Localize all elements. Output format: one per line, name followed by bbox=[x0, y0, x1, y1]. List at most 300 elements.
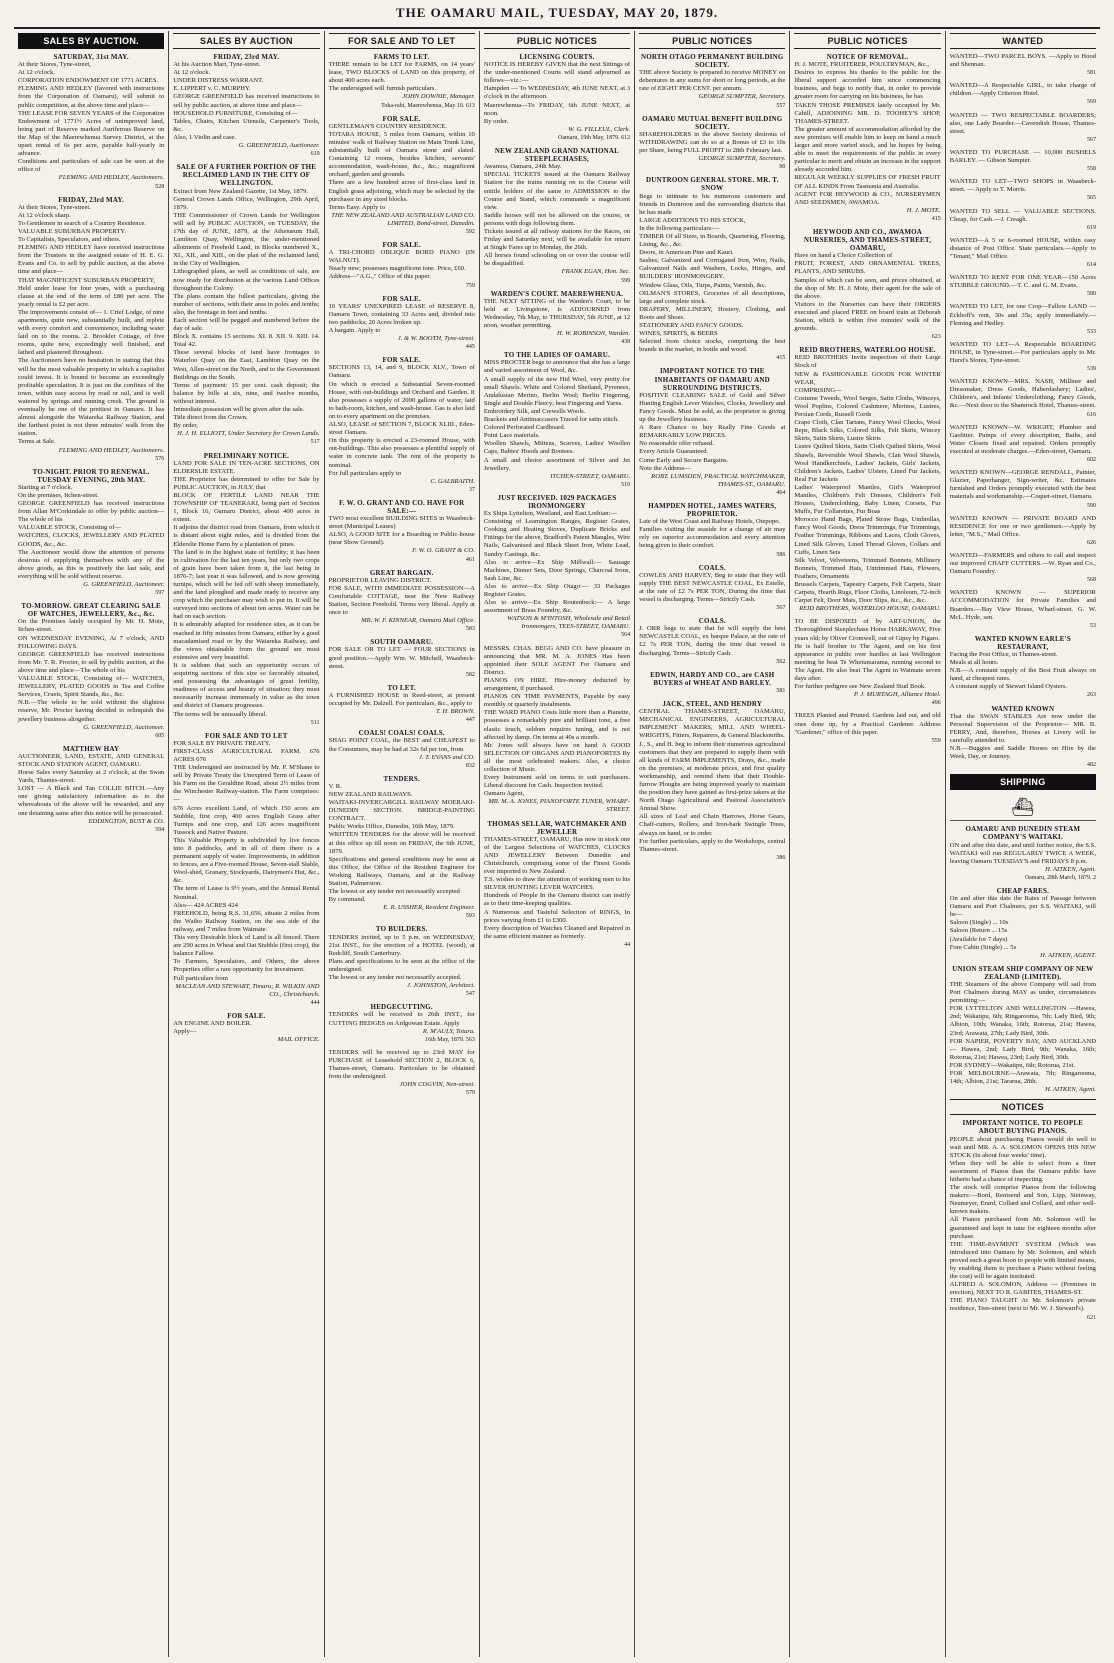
column-1 bbox=[14, 31, 168, 1657]
ad-body: SHAREHOLDERS in the above Society desirous of WITHDRAWING can do so at a Bonus of £3 to 10s per Share, being FULL PROFIT to 28th February last. bbox=[639, 130, 788, 155]
ad-reference: 37 bbox=[468, 486, 475, 493]
ad-body: COWLES AND HARVEY, Beg to state that they will supply THE BEST NEWCASTLE COAL, Ex Estelle, at the rate of £2 7s PER TON, During the time that vessel is discharging. Terms—Strictly Cash. bbox=[639, 571, 788, 603]
ad-body: TREES Planted and Pruned. Gardens laid out, and old ones done up, by a Practical Gardener. Address "Gardener," office of this paper. bbox=[794, 712, 943, 736]
advertisement bbox=[484, 290, 630, 347]
ad-body: MISS PROCTER begs to announce that she has a large and varied assortment of Wool, &c. A small supply of the new Hid Wool, very pretty for small Shawls. White and Colored Shetland, Pyrenees, Andalusian Merino, Berlin Wool; Berlin Fingering, Single and Double Fleecy; best Fingering and Yarns. Embroidery Silk, and Crewells Wools. Brackets and Antimaccasers Traced for satin stitch. Colored Perforated Cardboard. Point Lace materials. Woollen Shawls, Mittens, Scarves, Ladies' Woollen Caps, Babies' Hoods and Bootees. A small and choice assortment of Silver and Jet Jewellery. bbox=[483, 359, 631, 472]
ad-signature: G. GREENFIELD, Auctioneer. bbox=[83, 723, 165, 731]
ad-reference: 582 bbox=[465, 671, 475, 678]
ad-signature: THE NEW ZEALAND AND AUSTRALIAN LAND CO. LIMITED, Bond-street, Dunedin. bbox=[331, 211, 475, 227]
ad-heading: NEW ZEALAND GRAND NATIONAL STEEPLECHASES, bbox=[494, 147, 620, 164]
ad-body: H. J. MOTE, FRUITERER, POULTRYMAN, &c., Desires to express his thanks to the public for the liberal support accorded him since commencing business, and begs to notify that, in order to provide greater room for carrying on his business, he has TAKEN THOSE PREMISES lately occupied by Mr. Cahill, ADJOINING MR. D. TOOHEY'S SHOP, THAMES-STREET. The greater amount of accommodation afforded by the new premises will enable him to keep on hand a much larger and more varied stock, and he hopes by being able to meet the requirements of the public in every particular to merit and obtain an increase in the support already accorded him. REGULAR WEEKLY SUPPLIES OF FRESH FRUIT OF ALL KINDS From Tasmania and Australia. AGENT FOR HEYWOOD & CO., NURSERYMEN AND SEEDSMEN, AWAMOA. bbox=[794, 61, 941, 206]
ad-signature: MR. W. F. KINNEAR, Oamaru Mail Office. bbox=[361, 617, 475, 625]
ad-heading: WANTED KNOWN bbox=[991, 704, 1055, 713]
ad-reference: 496 bbox=[931, 700, 941, 707]
ad-body: REID BROTHERS Invite inspection of their Large Stock of NEW & FASHIONABLE GOODS FOR WINTER WEAR, COMPRISING— Costume Tweeds, Wool Serges, Satin Cloths, Winceys, Wool Poplins, Colored Cashmere, Merinos, Lustres, Persian Cords, Russell Cords Crape Cloth, Clan Tartans, Fancy Wool Checks, Wool Reps, Black Silks, Colored Silks, Felt Skirts, Wincey Skirts, Satin Skirts, Lustre Skirts Lustre Quilted Skirts, Satin Cloth Quilted Skirts, Wool Shawls, Reversible Wool Shawls, Clan Wool Shawls, Wool Handkerchiefs, Ladies' Jackets, Girls' Jackets, Children's Jackets, Ladies' Ulsters, Lined Fur Jackets, Real Fur Jackets Ladies' Waterproof Mantles, Girl's Waterproof Mantles, Children's Felt Dresses, Children's Felt Houses, Underclothing, Baby Linen, Corsets, Fur Muffs, Fur Collarettes, Fur Boas Morocco Hand Bags, Plated Straw Bags, Umbrellas, Fancy Wool Goods, Dress Trimmings, Fur Trimmings, Feather Trimmings, Ribbons and Laces, Cloth Gloves, Lined Silk Gloves, Lined Thread Gloves, Collars and Cuffs, Linen Sets Silk Velvet, Velveteens, Trimmed Bonnets, Millinery Bonnets, Trimmed Hats, Untrimmed Hats, Flowers, Feathers, Ornaments Brussels Carpets, Tapestry Carpets, Felt Carpets, Stair Carpets, Hearth Rugs, Floor Cloths, Linoleum, 72-inch Carpet Felt, Door Mats, Door Slips, &c., &c., &c. bbox=[794, 354, 941, 605]
ad-body: TENDERS will be received up to 23rd MAY for PURCHASE of Leasehold SECTION 2, BLOCK 6, Thames-street, Oamaru. Particulars to be obtained from the undersigned. bbox=[328, 1048, 477, 1081]
ad-reference: 581 bbox=[776, 687, 786, 694]
ad-body: Facing the Post Office, in Thames-street. Meals at all hours. N.B.—A constant supply of the Best Fruit always on hand, at cheapest rates. A constant supply of Stewart Island Oysters. bbox=[949, 651, 1096, 691]
advertisement bbox=[950, 303, 1096, 335]
ad-signature: H. J. MOTE. bbox=[906, 206, 941, 214]
ad-heading: SALE OF A FURTHER PORTION OF THE RECLAIMED LAND IN THE CITY OF WELLINGTON. bbox=[176, 163, 317, 188]
ad-body: That the SWAN STABLES Are now under the Personal Supervision of the Proprietor— MR. B. FERRY, And, therefore, Horses at Livery will be carefully attended to. N.B.—Buggies and Saddle Horses on Hire by the Week, Day, or Journey. bbox=[949, 712, 1096, 761]
advertisement bbox=[639, 563, 788, 613]
ad-list bbox=[950, 825, 1096, 1094]
ad-signature: H. J. H. ELLIOTT, Under Secretary for Crown Lands. bbox=[177, 430, 320, 438]
ad-signature: R. M'AULY, Totara. bbox=[422, 1027, 475, 1035]
advertisement bbox=[950, 274, 1096, 298]
ad-heading: SOUTH OAMARU. bbox=[370, 638, 434, 647]
ad-body: MESSRS. CHAS. BEGG AND CO. have pleasure in announcing that MR. M. A. JONES Has been appointed their SOLE AGENT For Oamaru and District. PIANOS ON HIRE. Hire-money deducted by arrangement, if purchased. PIANOS ON TIME PAYMENTS, Payable by easy monthly or quarterly instalments. THE WARD PIANO Costs little more than a Pianette, possesses a remarkably pure and brilliant tone, a free elastic touch, seldom requires tuning, and is not affected by damp. On terms at 40s a month. Mr. Jones will always have on hand A GOOD SELECTION OF ORGANS AND PIANOFORTES By all the most celebrated makers. Also, a choice collection of Music. Every Instrument sold on terms to suit purchasers. Liberal discount for Cash. Inspection invited. Oamaru Agent, bbox=[483, 644, 631, 798]
ad-heading: TO-MORROW. GREAT CLEARING SALE OF WATCHES, JEWELLERY, &c., &c. bbox=[21, 602, 161, 619]
ad-reference: 759 bbox=[465, 282, 475, 289]
ad-heading: TENDERS. bbox=[383, 774, 420, 783]
ad-body: Have on hand a Choice Collection of FRUIT, FOREST, AND ORNAMENTAL TREES, PLANTS, AND SHRUBS. Samples of which can be seen, and prices obtained, at the shop of Mr. H. J. Mote, their agent for the sale of the above. Visitors to the Nurseries can have their ORDERS executed and placed FREE on board train at Deborah Station, which is within five minutes' walk of the grounds. bbox=[794, 252, 941, 333]
ad-list bbox=[950, 53, 1096, 769]
ad-list bbox=[329, 53, 475, 1097]
advertisement bbox=[950, 825, 1096, 882]
advertisement bbox=[950, 378, 1096, 418]
ad-body: At his Auction Mart, Tyne-street. At 12 o'clock. UNDER DISTRESS WARRANT. E. LIPPERT v. C. MURPHY. GEORGE GREENFIELD has received instructions to sell by public auction, at above time and place— HOUSEHOLD FURNITURE, Consisting of— Tables, Chairs, Kitchen Utensils, Carpenter's Tools, &c. Also, 1 Violin and case. bbox=[173, 61, 320, 141]
ad-signature: J. T. EVANS and CO. bbox=[418, 753, 475, 761]
advertisement bbox=[18, 53, 164, 191]
advertisement bbox=[950, 237, 1096, 269]
advertisement bbox=[329, 1003, 475, 1043]
ad-reference: 616 bbox=[1086, 411, 1096, 418]
advertisement bbox=[173, 163, 319, 446]
advertisement bbox=[950, 705, 1096, 770]
section-header: SALES BY AUCTION. bbox=[18, 33, 164, 49]
ad-reference: 832 bbox=[465, 762, 475, 769]
ad-body: Late of the West Coast and Railway Hotels, Otepopo. Families visiting the seaside for a change of air may rely on superior accommodation and every attention being given to their comfort. bbox=[639, 518, 786, 550]
section-header: PUBLIC NOTICES bbox=[794, 33, 940, 49]
ad-body: At their Stores, Tyne-street. At 12 o'clock sharp. To Gentlemen in search of a Country Residence. VALUABLE SUBURBAN PROPERTY. To Capitalists, Speculators, and others. FLEMING AND HEDLEY have received instructions from the Trustees in the assigned estate of H. E. G. Evans and Co. to sell by public auction, at the above time and place— THAT MAGNIFICENT SUBURBAN PROPERTY, Held under lease for four years, with a purchasing clause at the end of the term of £80 per acre. The yearly rental is £2 per acre. The improvements consist of— 1. Crief Lodge, of nine apartments, quite new, substantially built, and replete with every comfort and convenience, including water laid on to the rooms. 2. Brooklet Cottage, of five rooms, quite new, exceedingly well finished, and lathed and plastered throughout. The Auctioneers have no hesitation in stating that this will be the most valuable property in which a capitalist could invest. It is bound to become an exceedingly profitable speculation. It is just on the confines of the town, within easy access by road or rail, and is well watered by springs and running creek. The ground is eventually be one of the prettiest in Oamaru. It has almost alongside the Waiareka Railway Station, and the farthest point is not three minutes' walk from the station. Terms at Sale. bbox=[18, 203, 165, 446]
ad-signature: JOHN COGVIN, Nen-street. bbox=[399, 1081, 475, 1089]
ad-reference: 528 bbox=[155, 183, 165, 190]
column-2 bbox=[168, 31, 323, 1657]
ad-body: 10 YEARS' UNEXPIRED LEASE of RESERVE 8, Oamaru Town, containing 33 Acres and, divided into two paddocks; 20 Acres broken up. A bargain. Apply to bbox=[328, 302, 475, 334]
column-6 bbox=[789, 31, 944, 1657]
ad-body: WANTED—A 5 or 6-roomed HOUSE, within easy distance of Post Office. State particulars.—Apply to "Tenant," Mail Office. bbox=[949, 236, 1098, 260]
section-header: SALES BY AUCTION bbox=[173, 33, 319, 49]
advertisement bbox=[950, 424, 1096, 464]
advertisement bbox=[329, 638, 475, 678]
ad-reference: 438 bbox=[621, 339, 631, 346]
ad-signature: H. AITKEN, Agent. bbox=[1045, 1086, 1096, 1094]
ad-heading: MATTHEW HAY bbox=[62, 744, 120, 753]
ad-signature: REID BROTHERS, WATERLOO HOUSE, OAMARU. bbox=[799, 605, 941, 613]
ad-reference: 445 bbox=[465, 344, 475, 351]
ad-list bbox=[950, 1119, 1096, 1321]
ad-heading: TO LET. bbox=[387, 683, 416, 692]
steamship-icon: ⛴ bbox=[950, 794, 1096, 821]
ad-signature: MACLEAN AND STEWART, Timaru; R. WILKIN AND CO., Christchurch. bbox=[175, 982, 320, 998]
ad-reference: 415 bbox=[776, 355, 786, 362]
ad-heading: HEDGECUTTING. bbox=[370, 1003, 433, 1012]
ad-body: WANTED KNOWN — PRIVATE BOARD AND RESIDENCE for one or two gentlemen.—Apply by letter, "M.S.," Mail Office. bbox=[949, 514, 1098, 538]
advertisement bbox=[329, 569, 475, 634]
ad-body: WANTED KNOWN — SUPERIOR ACCOMMODATION for Private Families and Boarders.—Bay View House, Wharf-street. G. W. McL. Hyde, sen. bbox=[949, 589, 1098, 621]
advertisement bbox=[173, 1012, 319, 1044]
ad-heading: FOR SALE. bbox=[382, 241, 421, 250]
ad-reference: 44 bbox=[624, 941, 631, 948]
notices-header: NOTICES bbox=[950, 1099, 1096, 1115]
ad-heading: DUNTROON GENERAL STORE. MR. T. SNOW bbox=[645, 176, 779, 193]
advertisement bbox=[329, 684, 475, 724]
advertisement bbox=[18, 602, 164, 740]
advertisement bbox=[484, 351, 630, 489]
ad-body: A TRI-CHORD OBLIQUE BORD PIANO (IN WALNUT). Nearly new; possesses magnificent tone. Price, £60. Address—"A.G.," Office of this paper. bbox=[328, 249, 475, 281]
column-7 bbox=[945, 31, 1100, 1657]
ad-reference: 581 bbox=[1086, 70, 1096, 77]
advertisement bbox=[794, 712, 943, 744]
ad-reference: 559 bbox=[931, 737, 941, 744]
ad-signature: G. GREENFIELD, Auctioneer. bbox=[238, 142, 320, 150]
ad-reference: 16th May, 1879. 563 bbox=[425, 1036, 475, 1043]
advertisement bbox=[639, 617, 788, 666]
ad-signature: FLEMING AND HEDLEY, Auctioneers. bbox=[58, 446, 165, 454]
ad-reference: Toka-rahi, Maerewhenua, May 10. 613 bbox=[381, 102, 475, 109]
advertisement bbox=[329, 925, 475, 998]
ad-body: TWO most excellent BUILDING SITES in Waasbeck-street (Municipal Leases) ALSO, A GOOD SITE for a Boarding or Public-house (near Show Ground). bbox=[328, 515, 475, 547]
ad-reference: 614 bbox=[1086, 262, 1096, 269]
masthead-title: THE OAMARU MAIL, TUESDAY, MAY 20, 1879. bbox=[395, 5, 719, 20]
advertisement bbox=[950, 178, 1096, 202]
advertisement bbox=[484, 820, 630, 950]
ad-heading: COALS. bbox=[698, 563, 726, 572]
ad-signature: FLEMING AND HEDLEY, Auctioneers. bbox=[58, 174, 165, 182]
ad-signature: H. W. ROBINSON, Warden. bbox=[557, 330, 631, 338]
ad-reference: 564 bbox=[621, 632, 631, 639]
advertisement bbox=[484, 147, 630, 285]
ad-reference: 583 bbox=[465, 626, 475, 633]
advertisement bbox=[329, 356, 475, 494]
ad-signature: MAIL OFFICE. bbox=[277, 1036, 320, 1044]
advertisement bbox=[950, 149, 1096, 173]
ad-body: FOR SALE OR TO LET — FOUR SECTIONS in good position.—Apply Wm. W. Mitchell, Waasbeck-street. bbox=[328, 646, 477, 670]
ad-heading: TO THE LADIES OF OAMARU. bbox=[503, 351, 610, 360]
ad-signature: GEORGE SUMPTER, Secretary. bbox=[698, 155, 786, 163]
ad-body: WANTED TO LET—A Respectable BOARDING HOUSE, in Tyne-street.—For particulars apply to Mr. Hurst's Stores, Tyne-street. bbox=[949, 340, 1098, 364]
ad-body: GENTLEMAN'S COUNTRY RESIDENCE. TOTARA HOUSE, 5 miles from Oamaru, within 10 minutes' walk of Railway Station on Main Trunk Line, substantially built of Oamaru stone and slated. Containing 12 rooms, besides kitchen, servants' accommodation, wash-house, &c., &c.; magnificent orchard, garden and grounds. There are a few hundred acres of first-class land in English grass adjoining, which may be selected by the purchaser in any sized blocks. Terms Easy. Apply to bbox=[328, 122, 475, 211]
advertisement bbox=[329, 1049, 475, 1098]
ad-reference: 579 bbox=[465, 1090, 475, 1097]
ad-signature: GEORGE SUMPTER, Secretary. bbox=[698, 93, 786, 101]
ad-reference: 510 bbox=[621, 481, 631, 488]
ad-body: J. ORR begs to state that he will supply the best NEWCASTLE COAL, ex barque Palace, at the rate of £2 7s PER TON, during the time that vessel is discharging. Terms—Strictly Cash. bbox=[639, 625, 788, 657]
ad-reference: 558 bbox=[1086, 166, 1096, 173]
ad-reference: 386 bbox=[776, 854, 786, 861]
advertisement bbox=[950, 341, 1096, 373]
ad-heading: IMPORTANT NOTICE TO THE INHABITANTS OF OAMARU AND SURROUNDING DISTRICTS. bbox=[654, 367, 770, 392]
ad-list bbox=[18, 53, 164, 834]
column-5 bbox=[634, 31, 789, 1657]
ad-reference: 415 bbox=[931, 215, 941, 222]
ad-heading: OAMARU MUTUAL BENEFIT BUILDING SOCIETY. bbox=[642, 114, 783, 131]
ad-reference: 511 bbox=[310, 719, 320, 726]
ad-list bbox=[639, 53, 788, 862]
ad-signature: H. AITKEN, Agent. bbox=[1045, 865, 1096, 873]
section-header: PUBLIC NOTICES bbox=[484, 33, 630, 49]
ad-heading: FOR SALE. bbox=[382, 356, 421, 365]
ad-heading: HEYWOOD AND CO., AWAMOA NURSERIES, AND THAMES-STREET, OAMARU, bbox=[803, 227, 932, 253]
advertisement bbox=[950, 887, 1096, 960]
advertisement bbox=[329, 499, 475, 564]
ad-body: TO BE DISPOSED of by ART-UNION, the Thoroughbred Steeplechase Horse HARKAWAY, Five years old; by Oliver Cromwell, out of Gipsy by Figaro. He is half brother to The Agent, and on his first appearance in public over hurdles at last Wellington meeting he beat Te Whetumarama, running second to The Agent. He also beat The Agent in Waimate seven days after. For further pedigree see New Zealand Stud Book. bbox=[794, 618, 941, 691]
ad-heading: CHEAP FARES. bbox=[996, 886, 1050, 895]
ad-heading: TO BUILDERS. bbox=[375, 925, 428, 934]
ad-heading: HAMPDEN HOTEL, JAMES WATERS, PROPRIETOR. bbox=[648, 501, 777, 519]
advertisement bbox=[950, 589, 1096, 629]
ad-signature: MR. M. A. JONES, PIANOFORTE TUNER, WHARF-STREET. bbox=[488, 798, 631, 814]
ad-body: WANTED KNOWN—GEORGE RENDALL, Painter, Glazier, Paperhanger, Sign-writer, &c. Estimates furnished and Orders promptly executed with the best materials and workmanship.—Coquet-street, Oamaru. bbox=[949, 469, 1098, 501]
advertisement bbox=[329, 241, 475, 290]
ad-body: SECTIONS 13, 14, and 9, BLOCK XLV., Town of Oamaru. On which is erected a Substantial Seven-roomed House, with out-buildings and Orchard and Garden. It also possesses a supply of 2000 gallons of water, laid to bath-room, kitchen, and wash-house. Gas is also laid on to every apartment on the premises. ALSO, LEASE of SECTION 7, BLOCK XLIII., Eden-street Oamaru. On this property is erected a 23-roomed House, with out-buildings. This also possesses a plentiful supply of water in concrete tank. The rent of the property is nominal. For full particulars apply to bbox=[328, 364, 475, 477]
advertisement bbox=[173, 53, 319, 158]
ad-body: THE Steamers of the above Company will sail from Port Chalmers during MAY as under, circumstances permitting:— FOR LYTTELTON AND WELLINGTON —Hawea, 2nd; Wakatipu, 6th; Ringarooma, 7th; Lady Bird, 9th; Albion, 10th; Wanaka, 16th; Rotorua, 21st; Hawea, 23rd; Arawata, 27th; Lady Bird, 30th. FOR NAPIER, POVERTY BAY, AND AUCKLAND — Hawea, 2nd; Lady Bird, 9th; Wanaka, 16th; Rotorua, 21st; Hawea, 23rd; Lady Bird, 30th. FOR SYDNEY—Wakatipu, 6th; Rotorua, 21st. FOR MELBOURNE—Arawata, 7th; Ringarooma, 14th; Albion, 21st; Tararua, 28th. bbox=[949, 981, 1096, 1086]
advertisement bbox=[484, 53, 630, 142]
ad-heading: UNION STEAM SHIP COMPANY OF NEW ZEALAND (LIMITED). bbox=[952, 964, 1094, 981]
ad-reference: Oamaru, 19th May, 1879. 612 bbox=[558, 134, 631, 141]
ad-signature: T. H. BROWN. bbox=[435, 708, 475, 716]
advertisement bbox=[950, 53, 1096, 77]
ad-list bbox=[794, 53, 943, 745]
ad-reference: 90 bbox=[779, 164, 786, 171]
ad-signature: E. R. USSHER, Resident Engineer. bbox=[383, 904, 475, 912]
advertisement bbox=[329, 53, 475, 110]
advertisement bbox=[639, 700, 785, 862]
ad-body: ON and after this date, and until further notice, the S.S. WAITAKI will run REGULARLY TWICE A WEEK, leaving Oamaru TUESDAY'S and FRIDAYS 8 p.m. bbox=[949, 841, 1098, 865]
ad-body: WANTED TO LET, for one Crop—Fallow LAND — Eckhoff's rent, 30s and 35s; apply immediately.—Fleming and Hedley. bbox=[949, 303, 1098, 327]
advertisement bbox=[950, 469, 1096, 509]
ad-signature: F. W. O. GRANT & CO. bbox=[412, 547, 475, 555]
ad-reference: 602 bbox=[1086, 457, 1096, 464]
ad-heading: COALS! COALS! COALS. bbox=[358, 729, 445, 738]
ad-body: WANTED—A Respectable GIRL, to take charge of children.—Apply Criterion Hotel. bbox=[949, 82, 1098, 98]
ad-reference: 464 bbox=[776, 489, 786, 496]
ad-signature: FRANK EGAN, Hon. Sec. bbox=[561, 268, 631, 276]
advertisement bbox=[794, 53, 940, 223]
ad-signature: G. GREENFIELD, Auctioneer. bbox=[83, 581, 165, 588]
ad-heading: EDWIN, HARDY AND CO., are CASH BUYERS of WHEAT AND BARLEY. bbox=[650, 670, 775, 687]
ad-heading: REID BROTHERS, WATERLOO HOUSE. bbox=[799, 346, 936, 355]
advertisement bbox=[484, 494, 630, 640]
ad-body: WANTED KNOWN—W. WRIGHT, Plumber and Gasfitter. Pumps of every description, Baths, and Water Closets fixed and repaired. Orders promptly executed at moderate charges.—Eden-street, Oamaru. bbox=[949, 423, 1098, 455]
ad-heading: F. W. O. GRANT AND CO. HAVE FOR SALE:— bbox=[339, 498, 465, 515]
ad-heading: THOMAS SELLAR, WATCHMAKER AND JEWELLER bbox=[487, 819, 627, 836]
ad-reference: 619 bbox=[310, 151, 320, 158]
ad-reference: 569 bbox=[1086, 99, 1096, 106]
advertisement bbox=[329, 775, 475, 921]
column-4 bbox=[479, 31, 634, 1657]
advertisement bbox=[950, 1119, 1096, 1321]
advertisement bbox=[950, 112, 1096, 144]
ad-heading: WARDEN'S COURT. MAEREWHENUA. bbox=[490, 289, 624, 298]
shipping-header: SHIPPING bbox=[950, 774, 1096, 790]
ad-heading: WANTED KNOWN EARLE'S RESTAURANT, bbox=[974, 634, 1071, 651]
ad-body: WANTED—TWO PARCEL BOYS. —Apply to Hood and Shennan. bbox=[949, 53, 1098, 69]
ad-reference: 562 bbox=[776, 658, 786, 665]
ad-body: NOTICE IS HEREBY GIVEN that the next Sittings of the under-mentioned Courts will stand adjourned as follows—viz.:— Hampden — To WEDNESDAY, 4th JUNE NEXT, at 3 o'clock in the afternoon. Maerewhenua—To FRIDAY, 6th JUNE NEXT, at noon. By order. bbox=[483, 61, 631, 125]
ad-body: PROPRIETOR LEAVING DISTRICT. FOR SALE, WITH IMMEDIATE POSSESSION—A Comfortable COTTAGE, near the New Railway Station, Section Freehold. Terms very liberal. Apply at once to bbox=[328, 576, 475, 617]
ad-body: WANTED TO RENT FOR ONE YEAR—150 Acres STUBBLE GROUND.—T. C. and G. M. Evans. bbox=[949, 274, 1098, 290]
advertisement bbox=[950, 552, 1096, 584]
advertisement bbox=[18, 196, 164, 463]
ad-reference: 444 bbox=[310, 999, 320, 1006]
advertisement bbox=[950, 208, 1096, 232]
ad-heading: FOR SALE AND TO LET bbox=[205, 731, 288, 740]
ad-heading: FRIDAY, 23rd MAY. bbox=[213, 53, 280, 61]
ad-body: AUCTIONEER, LAND, ESTATE, AND GENERAL STOCK AND STATION AGENT, OAMARU. Horse Sales every Saturday at 2 o'clock, at the Swan Yards, Thames-street. LOST — A Black and Tan COLLIE BITCH.—Any one giving satisfactory information as to the whereabouts of the above will be rewarded, and any one detaining same after this notice will be prosecuted. bbox=[18, 752, 165, 817]
advertisement bbox=[794, 346, 940, 613]
ad-body: SHAG POINT COAL, the BEST and CHEAPEST to the Consumers, may be had at 32s 6d per ton, from bbox=[328, 737, 477, 753]
advertisement bbox=[18, 468, 164, 598]
advertisement bbox=[950, 515, 1096, 547]
ad-body: TENDERS invited, up to 5 p.m. on WEDNESDAY, 21st INST., for the erection of a HOTEL (wood), at Redcliff, South Canterbury. Plans and specifications to be seen at the office of the undersigned. The lowest or any tender not necessarily accepted. bbox=[328, 933, 475, 982]
ad-signature: P. J. MURTAGH, Alliance Hotel. bbox=[853, 691, 941, 699]
ad-body: AN ENGINE AND BOILER. Apply— bbox=[173, 1019, 252, 1036]
ad-heading: PRELIMINARY NOTICE. bbox=[203, 451, 290, 460]
ad-reference: 594 bbox=[155, 826, 165, 833]
ad-heading: IMPORTANT NOTICE. TO PEOPLE ABOUT BUYING PIANOS. bbox=[962, 1119, 1084, 1136]
ad-body: THE above Society is prepared to receive MONEY on debentures in any sums for short or long periods, at the rate of EIGHT PER CENT. per annum. bbox=[639, 69, 788, 93]
advertisement bbox=[794, 618, 940, 707]
ad-reference: 568 bbox=[1086, 577, 1096, 584]
ad-body: CENTRAL THAMES-STREET, OAMARU, MECHANICAL ENGINEERS, AGRICULTURAL IMPLEMENT MAKERS, MILL AND WHEEL-WRIGHTS, Fitters, Repairers, & General Blacksmiths. J., S., and H. beg to inform their numerous agricultural customers that they are prepared to supply them with all kinds of FARM IMPLEMENTS, Drays, &c., made on the premises, at moderate prices, and first quality workmanship, and remind them that their Double-furrow Ploughs are being improved yearly to maintain the position they have gained as first-prize takers at the North Otago Agricultural and Pastoral Association's Annual Show. All sizes of Leaf and Chain Harrows, Horse Gears, Chaff-cutters, Rollers, and Iron-bark Swingle Trees, always on hand, or to order. For further particulars, apply to the Workshops, central Thames-street. bbox=[639, 708, 786, 853]
ad-heading: LICENSING COURTS. bbox=[519, 53, 595, 61]
ad-body: PEOPLE about purchasing Pianos would do well to wait until MR. A. A. SOLOMON OPENS HIS NEW STOCK (In about four weeks' time). When they will be able to select from a finer assortment of Pianos than the Oamaru public have hitherto had a chance of inspecting. The stock will comprise Pianos from the following makers:—Bord, Renisend and Son, Lipp, Steinway, Neumeyer, Erard, Collard and Collard, and other well-known makers. All Pianos purchased from Mr. Solomon will be guaranteed and kept in tune for eighteen months after purchase. THE TIME-PAYMENT SYSTEM (Which was introduced into Oamaru by Mr. Solomon, and which proved such a great boon to people with limited means, by enabling them to purchase a Piano without feeling the cost) will be again instituted. ALFRED A. SOLOMON, Address — (Premises in erection), NEXT TO R. GABITES, THAMES-ST. THE PIANO TAUGHT At Mr. Solomon's private residence, Tees-street (next to Mr. W. J. Steward's). bbox=[949, 1135, 1096, 1313]
ad-reference: 576 bbox=[155, 455, 165, 462]
ad-reference: 461 bbox=[465, 556, 475, 563]
ad-reference: 605 bbox=[155, 732, 165, 739]
ad-signature: WATSON & M'INTOSH, Wholesale and Retail Ironmongers, TEES-STREET, OAMARU. bbox=[507, 615, 631, 631]
ad-body: At their Stores, Tyne-street, At 12 o'clock. CORPORATION ENDOWMENT OF 1771 ACRES. FLEMING AND HEDLEY (favored with instructions from the Corporation of Oamaru), will submit to public competition, at the above time and place— THE LEASE FOR SEVEN YEARS of the Corporation Endowment of 1771½ Acres of unimproved land, being part of Reserve marked Auriferous Reserve on the Map of the Maerewhenua Survey District, at the upset rental of 6s per acre, payable half-yearly in advance. Conditions and particulars of sale can be seen at the office of bbox=[18, 61, 165, 174]
ad-body: THERE remain to be LET for FARMS, on 14 years' lease, TWO BLOCKS of LAND on this property, of about 400 acres each. The undersigned will furnish particulars. bbox=[328, 61, 475, 93]
column-3 bbox=[324, 31, 479, 1657]
ad-heading: TO-NIGHT. PRIOR TO RENEWAL. TUESDAY EVENING, 20th MAY. bbox=[32, 467, 150, 484]
ad-reference: 557 bbox=[776, 102, 786, 109]
advertisement bbox=[950, 82, 1096, 106]
section-header: PUBLIC NOTICES bbox=[639, 33, 785, 49]
advertisement bbox=[173, 452, 319, 727]
ad-body: Awamoa, Oamaru, 24th May. SPECIAL TICKETS issued at the Oamaru Railway Station for the trains running on to the Course will entitle holders of the same to ADMISSION to the Course and Stand, which commands a magnificent view. Saddle horses will not be allowed on the course, or persons with dogs following them. Tickets issued at all railway stations for the Races, on Friday and Saturday next, will be available for return at Single Fares up to Monday, the 26th. All horses found schooling on or over the course will be disqualified. bbox=[483, 163, 631, 268]
ad-reference: 482 bbox=[1086, 762, 1096, 769]
ad-body: Starting at 7 o'clock. On the premises, Itchen-street. GEORGE GREENFIELD has received instructions from Allan M'Corkindale to offer by public auction—The whole of his VALUABLE STOCK, Consisting of— WATCHES, CLOCKS, JEWELLERY AND PLATED GOODS, &c., &c. The Auctioneer would draw the attention of persons desirous of supplying themselves with any of the above goods, as this is positively the last sale, and everything will be sold without reserve. bbox=[18, 483, 165, 580]
ad-body: WANTED—FARMERS and others to call and inspect our improved CHAFF CUTTERS.—W. Ryan and Co., Oamaru Foundry. bbox=[949, 551, 1098, 576]
section-header: FOR SALE AND TO LET bbox=[329, 33, 475, 49]
ad-heading: NOTICE OF REMOVAL. bbox=[826, 53, 909, 61]
advertisement bbox=[639, 502, 785, 559]
ad-heading: FRIDAY, 23rd MAY. bbox=[58, 195, 125, 204]
ad-heading: FOR SALE. bbox=[382, 114, 421, 123]
ad-reference: 597 bbox=[155, 590, 165, 597]
ad-reference: 547 bbox=[465, 991, 475, 998]
ad-reference: Oamaru, 28th March, 1879. 2 bbox=[1024, 874, 1096, 881]
ad-body: On the Premises lately occupied by Mr. H. Mote, Itchen-street. ON WEDNESDAY EVENING, At 7 o'clock, AND FOLLOWING DAYS. GEORGE GREENFIELD has received instructions from Mr. T. R. Procter, to sell by public auction, at the above time and place—The whole of his VALUABLE STOCK, Consisting of— WATCHES, JEWELLERY, PLATED GOODS in Tea and Coffee Services, Cruets, Spirit Stands, &c., &c. N.B.—The whole to be sold without the slightest reserve, Mr. Procter having decided to relinquish the jewellery business altogether. bbox=[18, 618, 165, 723]
ad-body: THAMES-STREET, OAMARU, Has now in stock one of the Largest Selections of WATCHES, CLOCKS AND JEWELLERY Between Dunedin and Christchurch, comprising some of the Finest Goods ever imported to New Zealand. T.S. wishes to draw the attention of working men to his SILVER HUNTING LEVER WATCHES. Hundreds of People In the Oamaru district can testify as to their time-keeping qualities. A Numerous and Tasteful Selection of RINGS, In prices varying from £1 to £300. Every description of Watches Cleaned and Repaired in the same efficient manner as formerly. bbox=[483, 835, 631, 940]
ad-reference: 263 bbox=[1086, 692, 1096, 699]
ad-body: Begs to intimate to his numerous customers and friends in Duntroon and the surrounding districts that he has made LARGE ADDITIONS TO HIS STOCK, In the following particulars:— TIMBER Of all Sizes, in Boards, Quartering, Flooring, Lining, &c., &c. Doors, in American Pine and Kauri. Sashes; Galvanized and Corrugated Iron, Wire, Nails, Galvanized Nails and Washers, Locks, Hinges, and BUILDERS' IRONMONGERY. Window Glass, Oils, Turps, Paints, Varnish, &c. OILMAN'S STORES, Groceries of all descriptions, large and complete stock. DRAPERY, MILLINERY, Hosiery, Clothing, and Boots and Shoes. STATIONERY AND FANCY GOODS. WINES, SPIRITS, & BEERS Selected from choice stocks, comprising the best brands in the market, in bottle and wood. bbox=[639, 192, 786, 354]
ad-reference: 539 bbox=[1086, 366, 1096, 373]
ad-body: WANTED KNOWN—MRS. NASH, Milliner and Dressmaker, Dress Goods, Haberdashery; Ladies', Children's, and Infants' Underclothing; Fancy Goods, &c.—Next door to the Shamrock Hotel, Thames-street. bbox=[949, 378, 1098, 410]
masthead-rule bbox=[14, 27, 1100, 29]
ad-heading: SATURDAY, 31st MAY. bbox=[53, 53, 129, 61]
advertisement bbox=[329, 729, 475, 769]
advertisement bbox=[639, 367, 785, 497]
advertisement bbox=[639, 114, 788, 172]
advertisement bbox=[18, 745, 164, 834]
ad-reference: 590 bbox=[1086, 502, 1096, 509]
ad-heading: FOR SALE. bbox=[382, 294, 421, 303]
ad-body: WANTED — TWO RESPECTABLE BOARDERS; also, one Lady Boarder.—Cavendish House, Thames-street. bbox=[949, 111, 1098, 135]
ad-heading: FARMS TO LET. bbox=[373, 53, 430, 61]
ad-body: WANTED TO LET—TWO SHOPS in Waasbeck-street. — Apply to T. Morris. bbox=[949, 178, 1096, 194]
ad-reference: 580 bbox=[1086, 291, 1096, 298]
advertisement bbox=[329, 295, 475, 352]
ad-reference: 565 bbox=[1086, 195, 1096, 202]
advertisement bbox=[329, 115, 475, 236]
ad-body: A FURNISHED HOUSE in Reed-street, at present occupied by Mr. Dalzell. For particulars, &c., apply to bbox=[328, 691, 477, 708]
ad-reference: 592 bbox=[465, 228, 475, 235]
ad-signature: ITCHEN-STREET, OAMARU. bbox=[550, 472, 631, 480]
ad-reference: 517 bbox=[310, 439, 320, 446]
ad-body: V. R. NEW ZEALAND RAILWAYS. WAITAKI-INVERCARGILL RAILWAY MOERAKI-DUNEDIN SECTION. BRIDGE-PAINTING CONTRACT. Public Works Office, Dunedin, 16th May, 1879. WRITTEN TENDERS for the above will be received at this office up till noon on FRIDAY, the 6th JUNE, 1879. Specifications and general conditions may be seen at this Office, the Office of the Resident Engineer for Working Railways, Oamaru, and at the Railway Station, Palmerston. The lowest or any tender not necessarily accepted By command. bbox=[328, 782, 475, 904]
ad-reference: 567 bbox=[1086, 136, 1096, 143]
ad-reference: 623 bbox=[931, 334, 941, 341]
ad-list bbox=[173, 53, 319, 1044]
ad-reference: 619 bbox=[1086, 224, 1096, 231]
ad-reference: 53 bbox=[1089, 622, 1096, 629]
ad-reference: 599 bbox=[621, 277, 631, 284]
ad-body: WANTED TO PURCHASE — 10,000 BUSHELS BARLEY. — Gibson Sumpter. bbox=[949, 148, 1098, 165]
ad-heading: NORTH OTAGO PERMANENT BUILDING SOCIETY. bbox=[640, 53, 784, 70]
ad-body: LAND FOR SALE IN TEN-ACRE SECTIONS, ON ELDERSLIE ESTATE. THE Proprietor has determined to offer for Sale by PUBLIC AUCTION, in JULY, that BLOCK OF FERTILE LAND NEAR THE TOWNSHIP OF TEANERAKI, being part of Section 1, Block 16, Oamaru District, about 400 acres in extent. It adjoins the district road from Oamaru, from which it is distant about eight miles, and is divided from the Elderslie Home Farm by a plantation of pines. The land is in the highest state of fertility; it has been in cultivation for the last ten years, but only two crops of grain have been taken from it, the last being in 1876-7; last year it was fallowed, and is now growing turnips, which will be fed off with sheep immediately, and the land ploughed and made ready to receive any crop which the purchaser may wish to put in. It will be surveyed into sections of about ten acres. Water can be had on each section. It is admirably adapted for residence sites, as it can be reached in fifty minutes from Oamaru, either by a good macadamised road or by the Waiareka Railway, and the views obtainable from the ground are most extensive and very beautiful. It is seldom that such an opportunity occurs of acquiring sections of this size so favorably situated, and possessing the advantages of great fertility, readiness of access and beauty of situation; they must necessarily increase immensely in value as the town and district of Oamaru progresses. The terms will be unusually liberal. bbox=[173, 459, 320, 718]
ad-heading: JUST RECEIVED. 1029 PACKAGES IRONMONGERY bbox=[497, 493, 617, 510]
ad-reference: 626 bbox=[1086, 539, 1096, 546]
ad-signature: ROBT. LUMSDEN, PRACTICAL WATCHMAKER, THAMES-ST., OAMARU. bbox=[651, 472, 786, 488]
ad-heading: GREAT BARGAIN. bbox=[369, 568, 434, 577]
ad-signature: W. G. FILLEUL, Clerk. bbox=[568, 125, 631, 133]
ad-body: Ex Ships Lyttelton, Westland, and East Lothian:— Consisting of Leamington Ranges, Register Grates, Cooking and Heating Stoves, Duplicate Bricks and Fittings for the above, Bradford's Patent Mangles, Wire Nails, Galvanised and Black Sheet Iron, White Lead, Sundry Castings, &c. Also to arrive—Ex Ship Millwall:— Sausage Machines, Dinner Sets, Door Springs, Charcoal Irons, Sash Line, &c. Also to arrive—Ex Ship Otago:— 33 Packages Register Grates. Also to arrive—Ex Ship Routenbeck:— A large assortment of Brass Foundry, &c. bbox=[483, 510, 631, 615]
advertisement bbox=[950, 965, 1096, 1095]
ad-body: FOR SALE BY PRIVATE TREATY. FIRST-CLASS AGRICULTURAL FARM. 676 ACRES 676 THE Undersigned are instructed by Mr. P. M'Shane to sell by Private Treaty the Unexpired Term of Lease of his Farm on the Geraldine Road, about 2½ miles from the Winchester Railway-station. The Farm comprises:— 676 Acres excellent Land, of which 150 acres are Stubble, first crop, 400 acres English Grass after Turnips and one crop, and 126 acres magnificent Tussock and Native Pasture. This Valuable Property is subdivided by live fences into 8 paddocks, and in all of them there is a permanent supply of water. Improvements, in addition to fences, are a Five-roomed House, Seven-stall Stable, Wool-shed, Granary, Stockyards, Dairymen's Hut, &c., &c. The term of Lease is 9½ years, and the Annual Rental Nominal. Also— 424 ACRES 424 FREEHOLD, being R.S. 31,656, situate 2 miles from the Waiho Railway Station, on the sea side of the railway, and 7 miles from Waimate. This very Desirable block of Land is all fenced. There are 290 acres in Wheat and Oat Stubble (first crop), the balance Fallow. To Farmers, Speculators, and Others, the above Properties offer a rare opportunity for investment. Full particulars from bbox=[173, 739, 320, 982]
advertisement bbox=[794, 228, 940, 341]
ad-reference: 567 bbox=[776, 605, 786, 612]
newspaper-columns bbox=[14, 31, 1100, 1657]
ad-signature: H. AITKEN, AGENT. bbox=[1040, 951, 1096, 959]
ad-signature: J. & W. BOOTH, Tyne-street. bbox=[397, 335, 475, 343]
ad-reference: 593 bbox=[465, 913, 475, 920]
advertisement bbox=[639, 671, 785, 695]
advertisement bbox=[639, 53, 788, 110]
ad-body: TENDERS will be received to 26th INST., for CUTTING HEDGES on Ardgowan Estate. Apply bbox=[328, 1011, 477, 1027]
ad-signature: EDDINGTON, BUST & CO. bbox=[88, 817, 165, 825]
ad-body: THE NEXT SITTING of the Warden's Court, to be held at Livingstone, is ADJOURNED from Wednesday, 7th May, to THURSDAY, 5th JUNE, at 12 noon, weather permitting. bbox=[483, 297, 632, 329]
ad-heading: OAMARU AND DUNEDIN STEAM COMPANY'S WAITAKI. bbox=[965, 825, 1081, 842]
ad-reference: 586 bbox=[776, 551, 786, 558]
advertisement bbox=[484, 645, 630, 815]
ad-list bbox=[484, 53, 630, 949]
advertisement bbox=[950, 635, 1096, 700]
ad-signature: J. JOHNSTON, Architect. bbox=[407, 982, 475, 990]
ad-signature: C. GALBRAITH. bbox=[430, 477, 475, 485]
advertisement bbox=[639, 176, 785, 362]
ad-reference: 447 bbox=[465, 717, 475, 724]
ad-body: On and after this date the Rates of Passage between Oamaru and Port Chalmers, per S.S. WAITAKI, will be— Saloon (Single) ... 10s Saloon (Return ... 15s (Available for 7 days) Fore Cabin (Single) ... 5s bbox=[949, 895, 1096, 951]
ad-signature: JOHN DOWNIE, Manager. bbox=[402, 93, 475, 101]
section-header: WANTED bbox=[950, 33, 1096, 49]
ad-heading: JACK, STEEL, AND HENDRY bbox=[662, 700, 763, 709]
ad-body: POSITIVE CLEARING SALE of Gold and Silver Hunting English Lever Watches, Clocks, Jewellery and Fancy Goods. Must be sold, as the proprietor is giving up the Jewellery business. A Rare Chance to buy Really Fine Goods at REMARKABLY LOW PRICES. No reasonable offer refused. Every Article Guaranteed. Come Early and Secure Bargains. Note the Address— bbox=[639, 391, 786, 472]
